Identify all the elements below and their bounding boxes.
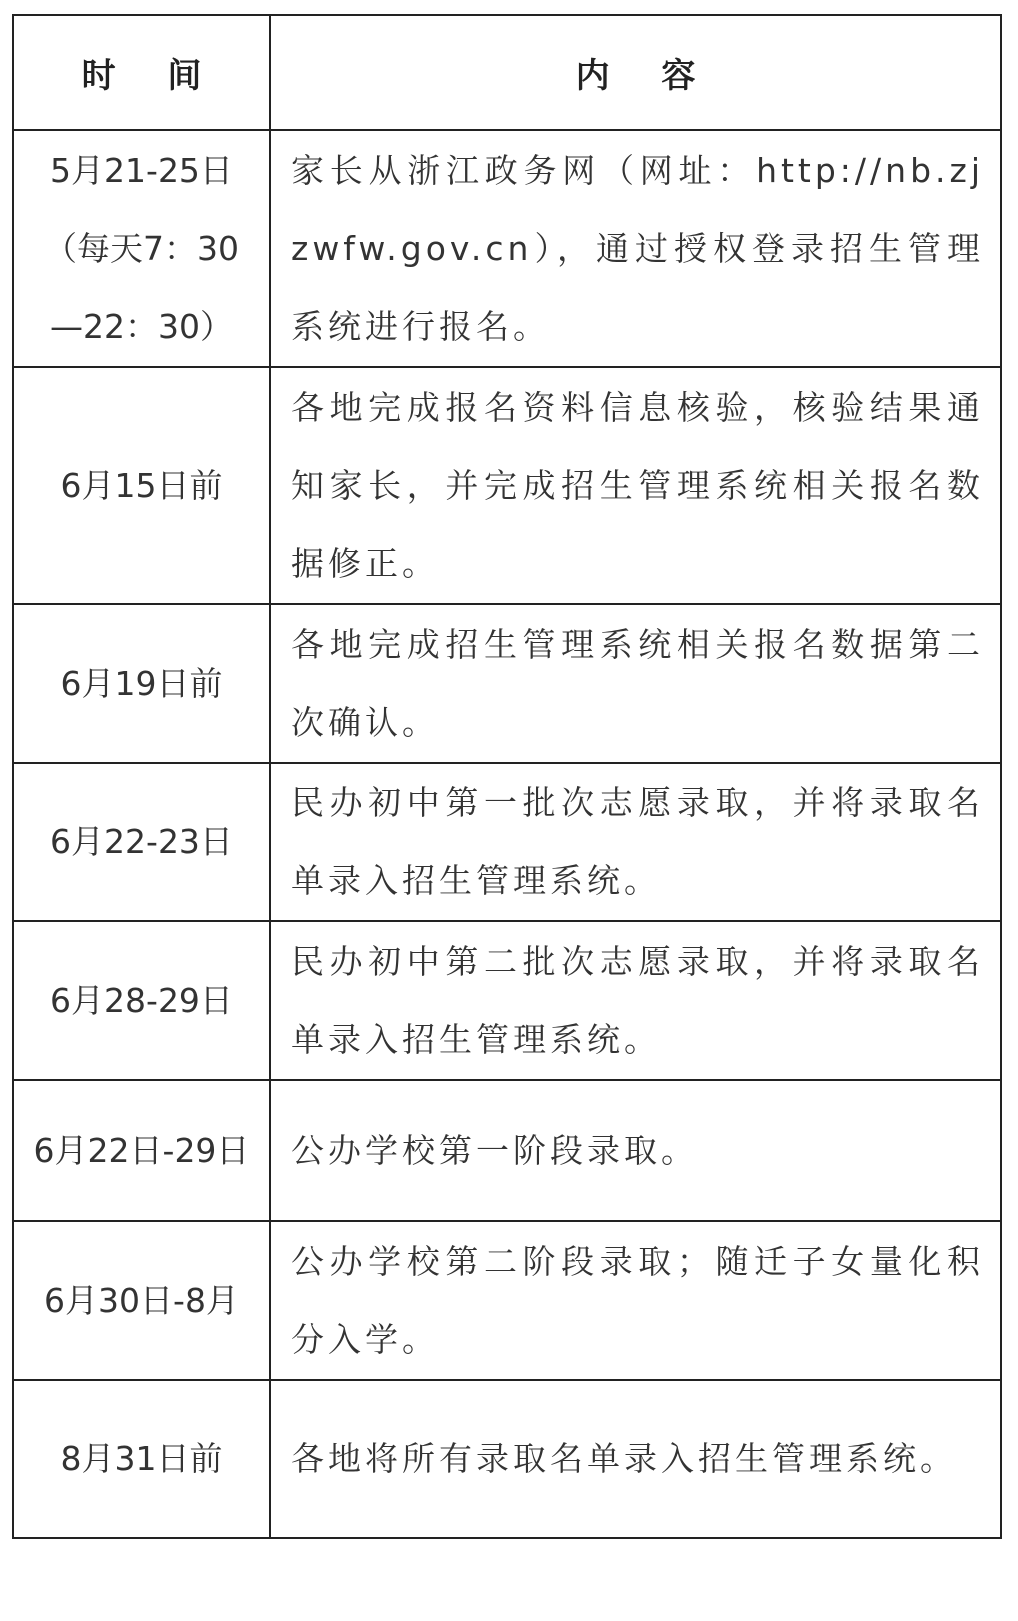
content-cell: 民办初中第一批次志愿录取，并将录取名单录入招生管理系统。 [270, 763, 1001, 921]
content-cell: 民办初中第二批次志愿录取，并将录取名单录入招生管理系统。 [270, 921, 1001, 1080]
time-cell: 6月30日-8月 [13, 1221, 270, 1380]
content-cell: 各地完成报名资料信息核验，核验结果通知家长，并完成招生管理系统相关报名数据修正。 [270, 367, 1001, 604]
table-row [13, 1080, 1001, 1221]
schedule-table [12, 14, 1002, 1539]
time-cell: 6月15日前 [13, 367, 270, 604]
table-header-row [13, 15, 1001, 130]
time-cell: 6月22-23日 [13, 763, 270, 921]
table-row [13, 1221, 1001, 1380]
content-cell: 各地将所有录取名单录入招生管理系统。 [270, 1380, 1001, 1538]
table-row [13, 604, 1001, 763]
time-cell: 6月22日-29日 [13, 1080, 270, 1221]
time-cell: 6月28-29日 [13, 921, 270, 1080]
content-cell: 公办学校第一阶段录取。 [270, 1080, 1001, 1221]
table-row [13, 1380, 1001, 1538]
header-time: 时 间 [13, 15, 270, 130]
time-cell: 8月31日前 [13, 1380, 270, 1538]
content-cell: 公办学校第二阶段录取；随迁子女量化积分入学。 [270, 1221, 1001, 1380]
time-cell: 5月21-25日 （每天7：30 —22：30） [13, 130, 270, 367]
table-row [13, 367, 1001, 604]
table-row [13, 763, 1001, 921]
table-row [13, 921, 1001, 1080]
header-content: 内 容 [270, 15, 1001, 130]
table-row [13, 130, 1001, 367]
time-cell: 6月19日前 [13, 604, 270, 763]
content-cell: 各地完成招生管理系统相关报名数据第二次确认。 [270, 604, 1001, 763]
content-cell: 家长从浙江政务网（网址：http://nb.zjzwfw.gov.cn），通过授权登录招生管理系统进行报名。 [270, 130, 1001, 367]
